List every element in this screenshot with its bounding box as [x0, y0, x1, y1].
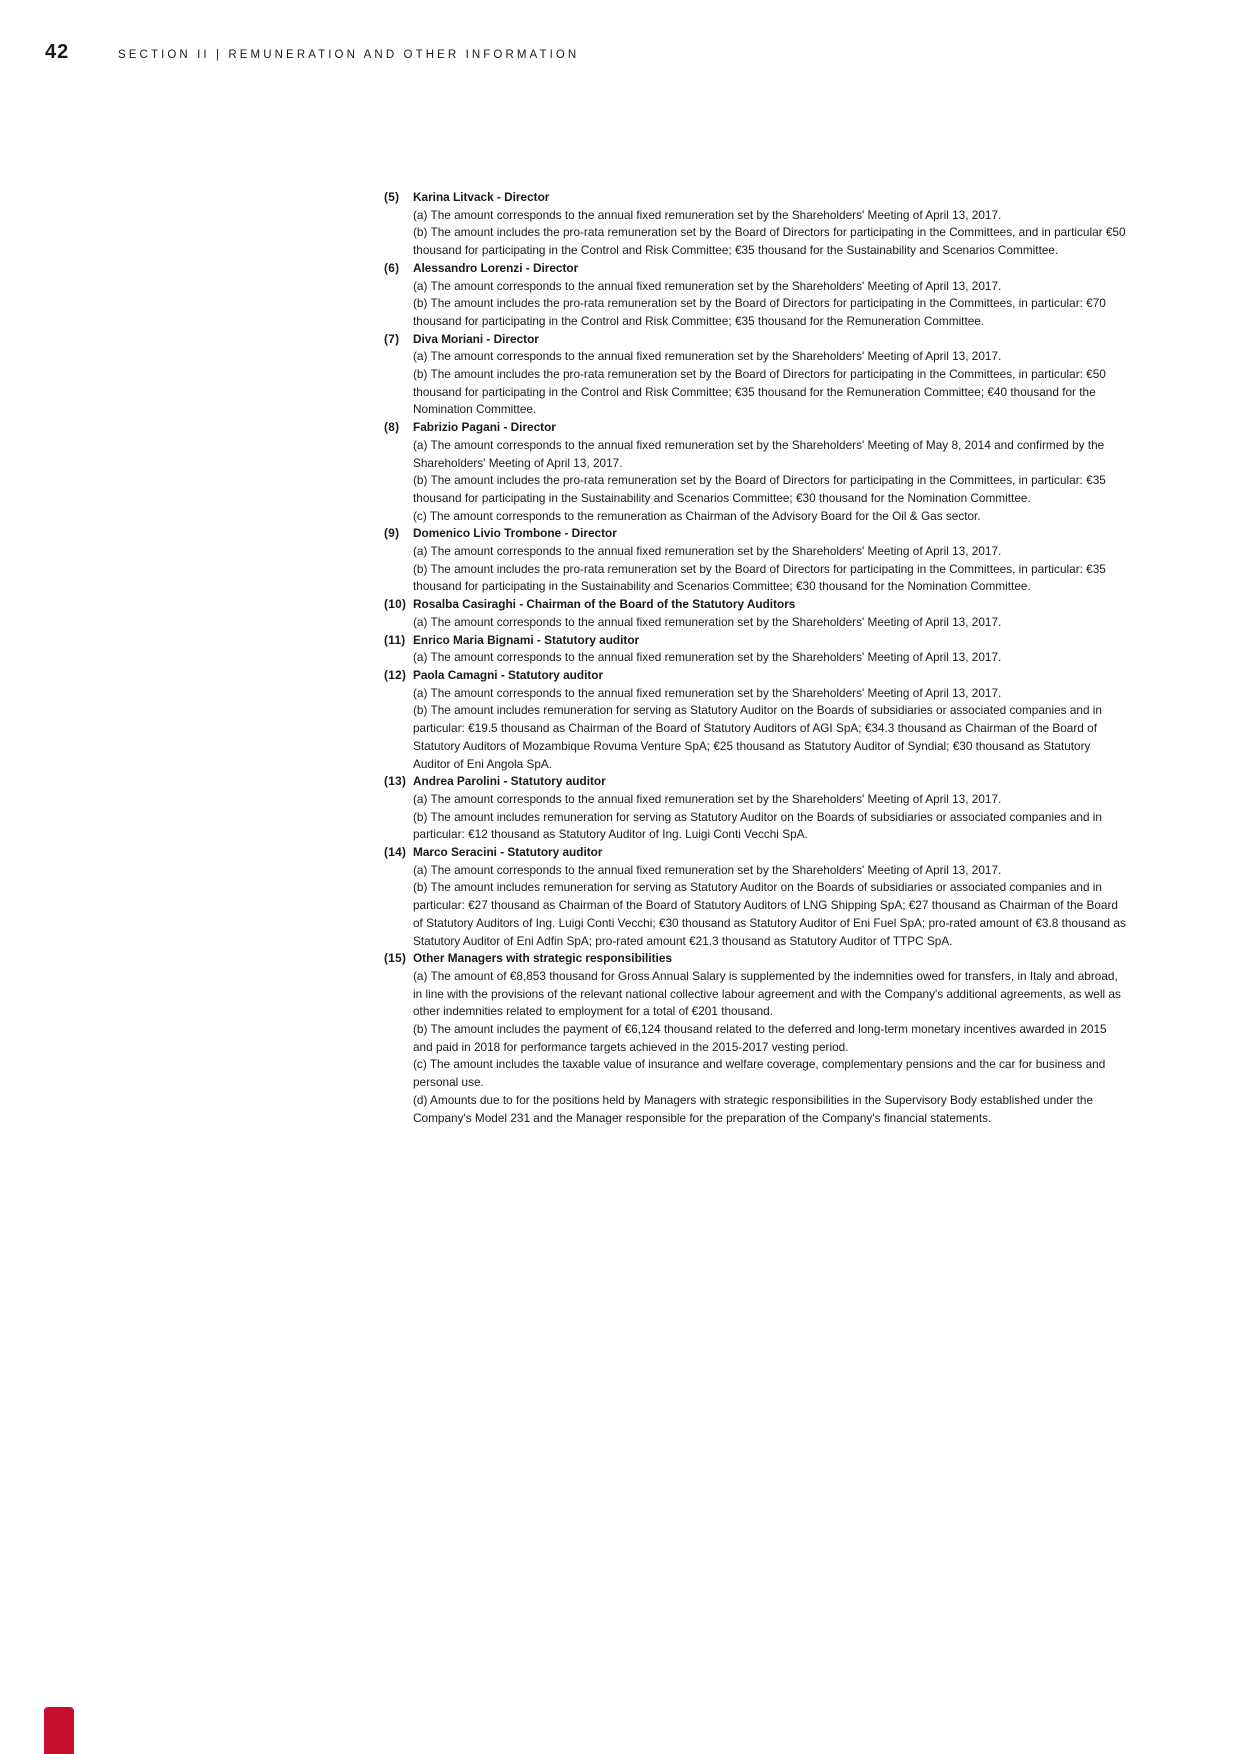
footnote-number: (5)	[384, 190, 400, 204]
footnote-title: Domenico Livio Trombone - Director	[413, 526, 617, 541]
footnote-number: (9)	[384, 526, 400, 541]
footnote-item: (c) The amount corresponds to the remuneration as Chairman of the Advisory Board for the Oil & Gas sector.	[413, 508, 981, 523]
footnote-number: (14)	[384, 845, 407, 860]
running-header: SECTION II | REMUNERATION AND OTHER INFORMATION	[118, 49, 580, 61]
footnote	[384, 260, 1126, 331]
footnote	[384, 189, 1126, 260]
footnote-item: (b) The amount includes the pro-rata remuneration set by the Board of Directors for participating in the Committees, in particular: €50 thousand for participating in the Control and Risk Committee; €35 thousand for the Remuneration Committee; €40 thousand for the Nomination Committee.	[413, 367, 1106, 417]
footnote-item: (a) The amount corresponds to the annual fixed remuneration set by the Shareholders' Meeting of April 13, 2017.	[413, 544, 1002, 559]
footnote-item: (a) The amount corresponds to the annual fixed remuneration set by the Shareholders' Meeting of April 13, 2017.	[413, 349, 1002, 364]
footnote-item: (b) The amount includes the pro-rata remuneration set by the Board of Directors for participating in the Committees, in particular: €35 thousand for participating in the Sustainability and Scenarios Committee; €30 thousand for the Nomination Committee.	[413, 473, 1106, 505]
footnote-title: Alessandro Lorenzi - Director	[413, 260, 579, 275]
footnote-item: (a) The amount corresponds to the annual fixed remuneration set by the Shareholders' Meeting of April 13, 2017.	[413, 614, 1002, 629]
footnote-item: (a) The amount corresponds to the annual fixed remuneration set by the Shareholders' Meeting of April 13, 2017.	[413, 685, 1002, 700]
footnote-title: Diva Moriani - Director	[413, 331, 539, 346]
footnote	[384, 419, 1126, 525]
footnote-item: (b) The amount includes the pro-rata remuneration set by the Board of Directors for participating in the Committees, and in particular €50 thousand for participating in the Control and Risk Committee; €35 thousand for the Sustainability and Scenarios Committee.	[413, 225, 1126, 258]
footnote-title: Other Managers with strategic responsibilities	[413, 951, 672, 966]
footnote-item: (a) The amount of €8,853 thousand for Gross Annual Salary is supplemented by the indemnities owed for transfers, in Italy and abroad, in line with the provisions of the relevant national collective labour agreement and with the Company's additional agreements, as well as other indemnities related to employment for a total of €201 thousand.	[413, 968, 1121, 1019]
footnote-item: (d) Amounts due to for the positions held by Managers with strategic responsibilities in the Supervisory Body established under the Company's Model 231 and the Manager responsible for the preparation of the Company's financial statements.	[413, 1092, 1094, 1125]
footnote-item: (b) The amount includes remuneration for serving as Statutory Auditor on the Boards of subsidiaries or associated companies and in particular: €12 thousand as Statutory Auditor of Ing. Luigi Conti Vecchi SpA.	[413, 809, 1102, 842]
footnote-number: (11)	[384, 632, 406, 647]
footnote-item: (b) The amount includes remuneration for serving as Statutory Auditor on the Boards of subsidiaries or associated companies and in particular: €19.5 thousand as Chairman of the Board of Statutory Auditors of AGI SpA; €34.3 thousand as Chairman of the Board of Statutory Auditors of Mozambique Rovuma Venture SpA; €25 thousand as Statutory Auditor of Syndial; €30 thousand as Statutory Auditor of Eni Angola SpA.	[413, 703, 1102, 771]
footnote-number: (7)	[384, 331, 400, 346]
footnote-title: Fabrizio Pagani - Director	[413, 420, 556, 435]
footnote	[384, 525, 1126, 596]
footnote-title: Paola Camagni - Statutory auditor	[413, 667, 604, 682]
footnote-number: (15)	[384, 951, 407, 966]
footnote-item: (a) The amount corresponds to the annual fixed remuneration set by the Shareholders' Meeting of April 13, 2017.	[413, 278, 1002, 293]
footnote	[384, 950, 1126, 1127]
footnote-item: (c) The amount includes the taxable value of insurance and welfare coverage, complementary pensions and the car for business and personal use.	[413, 1057, 1106, 1090]
footnote-title: Andrea Parolini - Statutory auditor	[413, 774, 606, 789]
footnote-item: (b) The amount includes the pro-rata remuneration set by the Board of Directors for participating in the Committees, in particular: €70 thousand for participating in the Control and Risk Committee; €35 thousand for the Remuneration Committee.	[413, 296, 1106, 328]
footnote-item: (b) The amount includes the pro-rata remuneration set by the Board of Directors for participating in the Committees, in particular: €35 thousand for participating in the Sustainability and Scenarios Committee; €30 thousand for the Nomination Committee.	[413, 561, 1106, 594]
footnote-item: (b) The amount includes remuneration for serving as Statutory Auditor on the Boards of subsidiaries or associated companies and in particular: €27 thousand as Chairman of the Board of Statutory Auditors of LNG Shipping SpA; €27 thousand as Chairman of the Board of Statutory Auditors of Ing. Luigi Conti Vecchi; €30 thousand as Statutory Auditor of Eni Fuel SpA; pro-rated amount of €3.8 thousand as Statutory Auditor of Eni Adfin SpA; pro-rated amount €21.3 thousand as Statutory Auditor of TTPC SpA.	[413, 880, 1126, 948]
footnote	[384, 331, 1126, 420]
footnote	[384, 667, 1126, 773]
footnote-number: (6)	[384, 260, 400, 275]
footnote-number: (8)	[384, 420, 400, 435]
footnote-item: (a) The amount corresponds to the annual fixed remuneration set by the Shareholders' Meeting of April 13, 2017.	[413, 650, 1002, 665]
footnote-item: (a) The amount corresponds to the annual fixed remuneration set by the Shareholders' Meeting of April 13, 2017.	[413, 862, 1002, 877]
footnote-title: Marco Seracini - Statutory auditor	[413, 845, 603, 860]
footnote-number: (13)	[384, 774, 407, 789]
footnote-item: (a) The amount corresponds to the annual fixed remuneration set by the Shareholders' Meeting of May 8, 2014 and confirmed by the Shareholders' Meeting of April 13, 2017.	[413, 437, 1105, 470]
footnote-number: (12)	[384, 667, 407, 682]
footnote	[384, 844, 1126, 950]
page-number: 42	[45, 41, 70, 63]
footnote	[384, 596, 1126, 631]
footnotes-list	[384, 189, 1126, 1127]
footnote-title: Karina Litvack - Director	[413, 190, 550, 204]
footnote-number: (10)	[384, 597, 407, 612]
footnote	[384, 632, 1126, 667]
page-corner-tab	[44, 1707, 74, 1754]
footnote-item: (a) The amount corresponds to the annual fixed remuneration set by the Shareholders' Meeting of April 13, 2017.	[413, 791, 1002, 806]
footnote-title: Rosalba Casiraghi - Chairman of the Board of the Statutory Auditors	[413, 597, 796, 612]
footnote-title: Enrico Maria Bignami - Statutory auditor	[413, 632, 640, 647]
footnote-item: (a) The amount corresponds to the annual fixed remuneration set by the Shareholders' Meeting of April 13, 2017.	[413, 207, 1002, 222]
footnote	[384, 773, 1126, 844]
footnote-item: (b) The amount includes the payment of €6,124 thousand related to the deferred and long-term monetary incentives awarded in 2015 and paid in 2018 for performance targets achieved in the 2015-2017 vesting period.	[413, 1022, 1107, 1054]
